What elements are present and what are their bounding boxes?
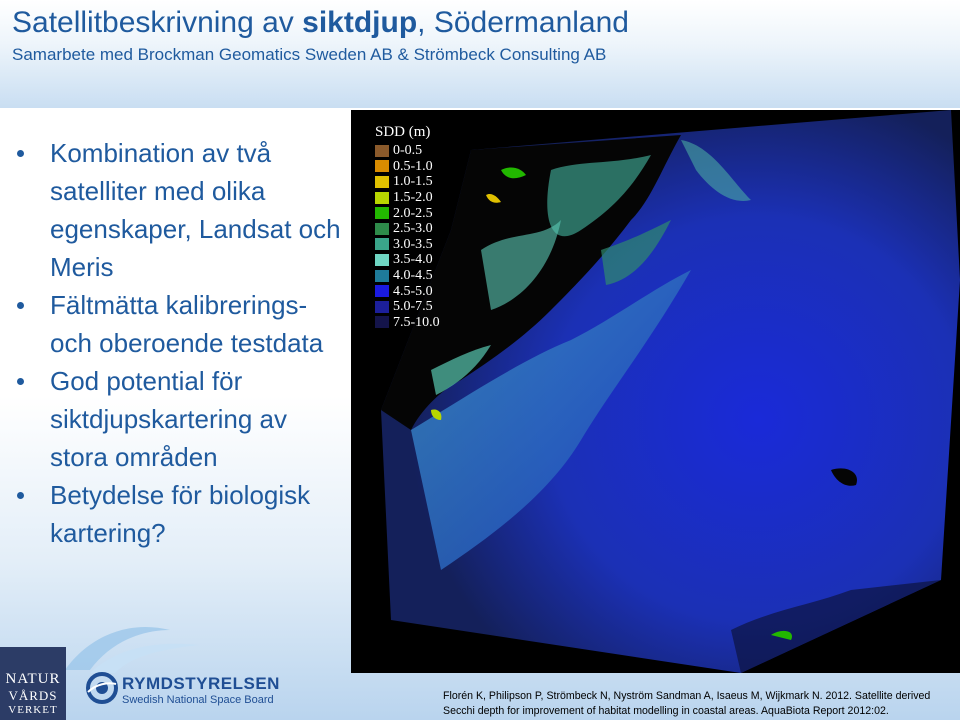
bullet-item: Betydelse för biologisk kartering? [14, 476, 344, 552]
legend-swatch [375, 254, 389, 266]
title-bold-word: siktdjup [302, 6, 418, 39]
bullet-dot-icon [17, 150, 24, 157]
logo-line: VERKET [8, 704, 58, 716]
legend-swatch [375, 176, 389, 188]
bullet-list [14, 134, 344, 552]
bullet-dot-icon [17, 492, 24, 499]
rymdstyrelsen-name: RYMDSTYRELSEN [122, 674, 280, 693]
legend-swatch [375, 145, 389, 157]
legend-swatch [375, 207, 389, 219]
legend-swatch [375, 285, 389, 297]
bullet-dot-icon [17, 302, 24, 309]
legend-item: 4.0-4.5 [375, 268, 440, 284]
legend-swatch [375, 316, 389, 328]
legend-item: 0.5-1.0 [375, 159, 440, 175]
legend-item: 1.5-2.0 [375, 190, 440, 206]
naturvardsverket-logo [0, 647, 66, 720]
legend-item: 5.0-7.5 [375, 299, 440, 315]
bullet-item: Kombination av två satelliter med olika egenskaper, Landsat och Meris [14, 134, 344, 286]
decorative-swoosh-icon [60, 615, 210, 675]
legend-swatch [375, 238, 389, 250]
legend-swatch [375, 192, 389, 204]
bullet-item: Fältmätta kalibrerings- och oberoende testdata [14, 286, 344, 362]
rymdstyrelsen-logo [86, 672, 280, 709]
satellite-map [351, 110, 960, 673]
map-legend [375, 124, 440, 330]
bullet-item: God potential för siktdjupskartering av stora områden [14, 362, 344, 476]
rymdstyrelsen-subtitle: Swedish National Space Board [122, 694, 274, 706]
rymdstyrelsen-emblem-icon [86, 672, 118, 704]
legend-item: 0-0.5 [375, 143, 440, 159]
legend-item: 1.0-1.5 [375, 174, 440, 190]
legend-swatch [375, 223, 389, 235]
citation-text: Florén K, Philipson P, Strömbeck N, Nyström Sandman A, Isaeus M, Wijkmark N. 2012. Satellite derived Secchi depth for improvement of habitat modelling in coastal areas. AquaBiota Report 2012:02. [443, 690, 931, 717]
legend-item: 7.5-10.0 [375, 315, 440, 331]
slide-subtitle: Samarbete med Brockman Geomatics Sweden AB & Strömbeck Consulting AB [12, 45, 607, 64]
legend-title: SDD (m) [375, 124, 431, 140]
header-band [0, 0, 960, 108]
legend-swatch [375, 160, 389, 172]
legend-swatch [375, 301, 389, 313]
bullet-dot-icon [17, 378, 24, 385]
legend-swatch [375, 270, 389, 282]
legend-item: 2.0-2.5 [375, 205, 440, 221]
legend-item: 4.5-5.0 [375, 283, 440, 299]
map-image [351, 110, 960, 673]
legend-item: 3.5-4.0 [375, 252, 440, 268]
logo-line: NATUR [5, 671, 61, 687]
logo-line: VÅRDS [8, 688, 58, 703]
legend-item: 3.0-3.5 [375, 237, 440, 253]
legend-item: 2.5-3.0 [375, 221, 440, 237]
slide-title: Satellitbeskrivning av siktdjup, Södermanland [12, 6, 629, 39]
